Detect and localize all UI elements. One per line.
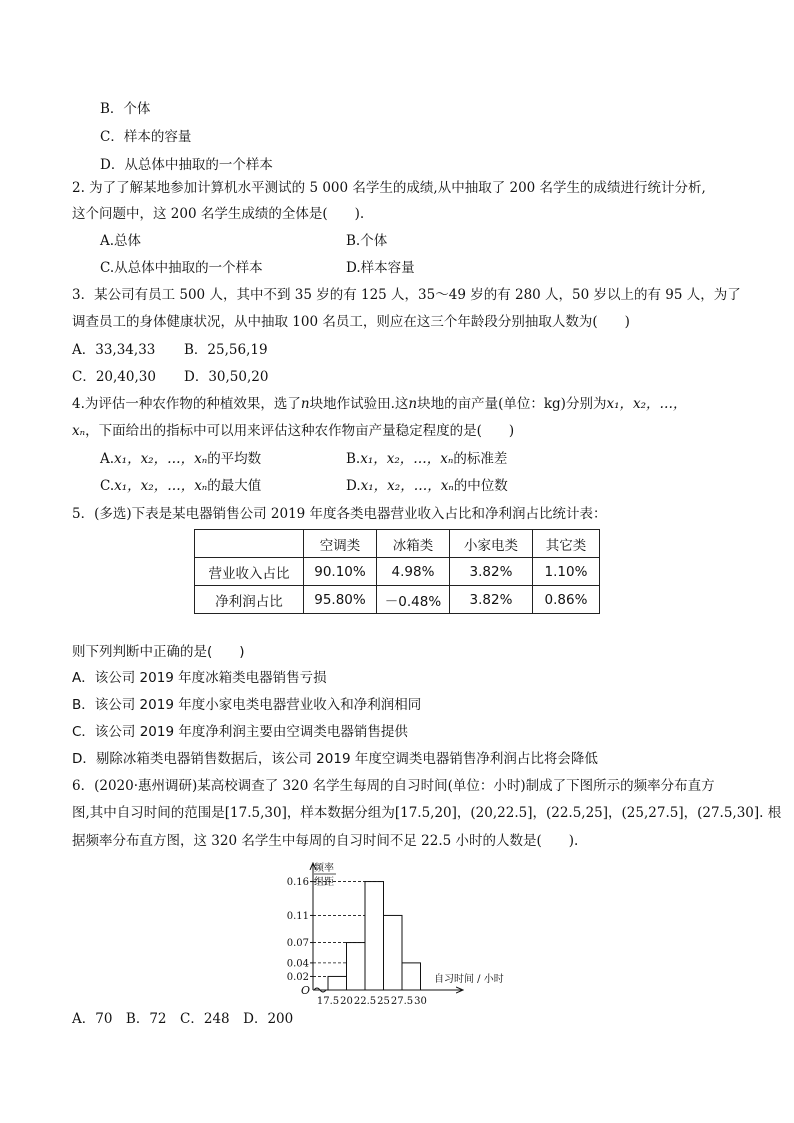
y-axis-label-bottom: 组距 <box>314 877 334 888</box>
q4-c-label: C. <box>100 478 115 494</box>
q6-stem-line3: 据频率分布直方图，这 320 名学生中每周的自习时间不足 22.5 小时的人数是( ). <box>72 833 579 849</box>
q5-stem: 5．(多选)下表是某电器销售公司 2019 年度各类电器营业收入占比和净利润占比统计表： <box>72 506 607 522</box>
table-cell: 90.10% <box>304 558 377 586</box>
table-cell: 95.80% <box>304 586 377 614</box>
q4-c-text: 的最大值 <box>207 478 262 494</box>
q4-b-label: B. <box>346 451 361 467</box>
q4-var-n-2: n <box>408 396 418 412</box>
q5-statistics-table <box>194 529 600 614</box>
q3-stem-line2: 调查员工的身体健康状况，从中抽取 100 名员工，则应在这三个年龄段分别抽取人数为( ) <box>72 314 630 330</box>
x-tick-label: 20 <box>340 996 353 1007</box>
q3-stem-line1: 3．某公司有员工 500 人，其中不到 35 岁的有 125 人，35～49 岁的有 280 人，50 岁以上的有 95 人，为了 <box>72 287 741 303</box>
q4-b-text: 的标准差 <box>453 451 508 467</box>
histogram-bar <box>347 943 366 990</box>
table-cell: 营业收入占比 <box>195 558 304 586</box>
q4-option-c <box>100 477 261 495</box>
q5-option-d: D．剔除冰箱类电器销售数据后，该公司 2019 年度空调类电器销售净利润占比将会降低 <box>72 751 598 767</box>
x-axis-label: 自习时间 / 小时 <box>434 974 504 985</box>
table-header-row <box>195 530 600 558</box>
table-header-cell: 空调类 <box>304 530 377 558</box>
q4-d-text: 的中位数 <box>453 478 508 494</box>
q4-stem-line2-text: ，下面给出的指标中可以用来评估这种农作物亩产量稳定程度的是( ) <box>85 423 515 439</box>
x-tick-label: 30 <box>414 996 427 1007</box>
q4-stem-vars: x₁，x₂，…， <box>606 396 687 412</box>
x-tick-label: 25 <box>377 996 390 1007</box>
q4-a-label: A. <box>100 451 115 467</box>
y-tick-label: 0.02 <box>286 971 309 983</box>
q4-var-xn: xₙ <box>72 423 86 439</box>
table-cell: 4.98% <box>377 558 450 586</box>
q6-stem-line1: 6．(2020·惠州调研)某高校调查了 320 名学生每周的自习时间(单位：小时)制成了下图所示的频率分布直方 <box>72 778 715 794</box>
q4-option-a <box>100 450 261 468</box>
table-cell: 净利润占比 <box>195 586 304 614</box>
x-tick-label: 22.5 <box>353 996 377 1007</box>
q3-option-d: D．30,50,20 <box>184 369 269 385</box>
y-axis-label-top: 频率 <box>314 863 334 874</box>
table-cell: 3.82% <box>450 586 533 614</box>
q5-option-c: C．该公司 2019 年度净利润主要由空调类电器销售提供 <box>72 724 408 740</box>
q2-option-c: C.从总体中抽取的一个样本 <box>100 260 263 276</box>
table-header-cell: 其它类 <box>533 530 600 558</box>
q2-option-a: A.总体 <box>100 233 142 249</box>
q4-var-n: n <box>300 396 310 412</box>
q6-answer-options: A．70 B．72 C．248 D．200 <box>72 1011 294 1027</box>
x-tick-label: 27.5 <box>390 996 414 1007</box>
table-cell: 3.82% <box>450 558 533 586</box>
q4-a-vars: x₁，x₂，…，xₙ <box>114 451 208 467</box>
y-tick-label: 0.04 <box>286 958 309 970</box>
histogram-bar <box>402 963 421 990</box>
q1-option-b: B．个体 <box>100 101 151 117</box>
q5-option-b: B．该公司 2019 年度小家电类电器营业收入和净利润相同 <box>72 697 422 713</box>
table-header-cell <box>195 530 304 558</box>
q4-stem-line2 <box>72 422 514 440</box>
q4-option-b <box>346 450 507 468</box>
q1-option-d: D．从总体中抽取的一个样本 <box>100 157 273 173</box>
table-row <box>195 558 600 586</box>
q2-option-d: D.样本容量 <box>346 260 415 276</box>
x-tick-label: 17.5 <box>316 996 340 1007</box>
q2-stem-line2: 这个问题中，这 200 名学生成绩的全体是( ). <box>72 206 365 222</box>
q4-a-text: 的平均数 <box>207 451 262 467</box>
q4-stem-part-c: 块地的亩产量(单位：kg)分别为 <box>417 396 607 412</box>
table-header-cell: 小家电类 <box>450 530 533 558</box>
y-tick-label: 0.11 <box>286 910 309 922</box>
q4-d-label: D. <box>346 478 361 494</box>
origin-label: O <box>301 984 311 997</box>
q4-option-d <box>346 477 508 495</box>
histogram-bar <box>384 915 403 990</box>
histogram-bar <box>365 882 384 990</box>
q4-c-vars: x₁，x₂，…，xₙ <box>114 478 208 494</box>
q6-stem-line2: 图,其中自习时间的范围是[17.5,30]，样本数据分组为[17.5,20]，(20,22.5]，(22.5,25]，(25,27.5]，(27.5,30]. 根 <box>72 805 782 821</box>
y-tick-label: 0.07 <box>286 938 309 950</box>
q3-option-c: C．20,40,30 <box>72 369 156 385</box>
table-cell: 0.86% <box>533 586 600 614</box>
table-row <box>195 586 600 614</box>
table-cell: －0.48% <box>377 586 450 614</box>
q2-option-b: B.个体 <box>346 233 388 249</box>
q4-b-vars: x₁，x₂，…，xₙ <box>360 451 454 467</box>
table-cell: 1.10% <box>533 558 600 586</box>
q3-option-b: B．25,56,19 <box>184 342 268 358</box>
histogram-bar <box>328 976 347 990</box>
q2-stem-line1: 2. 为了了解某地参加计算机水平测试的 5 000 名学生的成绩,从中抽取了 200 名学生的成绩进行统计分析, <box>72 180 706 196</box>
frequency-histogram <box>280 858 530 1008</box>
q4-stem-part-a: 4.为评估一种农作物的种植效果，选了 <box>72 396 301 412</box>
q4-stem-line1 <box>72 395 687 413</box>
q5-question: 则下列判断中正确的是( ) <box>72 644 245 660</box>
q5-option-a: A．该公司 2019 年度冰箱类电器销售亏损 <box>72 670 327 686</box>
q4-d-vars: x₁，x₂，…，xₙ <box>360 478 454 494</box>
y-tick-label: 0.16 <box>286 877 309 889</box>
q4-stem-part-b: 块地作试验田.这 <box>309 396 409 412</box>
q1-option-c: C．样本的容量 <box>100 129 192 145</box>
table-header-cell: 冰箱类 <box>377 530 450 558</box>
q3-option-a: A．33,34,33 <box>72 342 156 358</box>
